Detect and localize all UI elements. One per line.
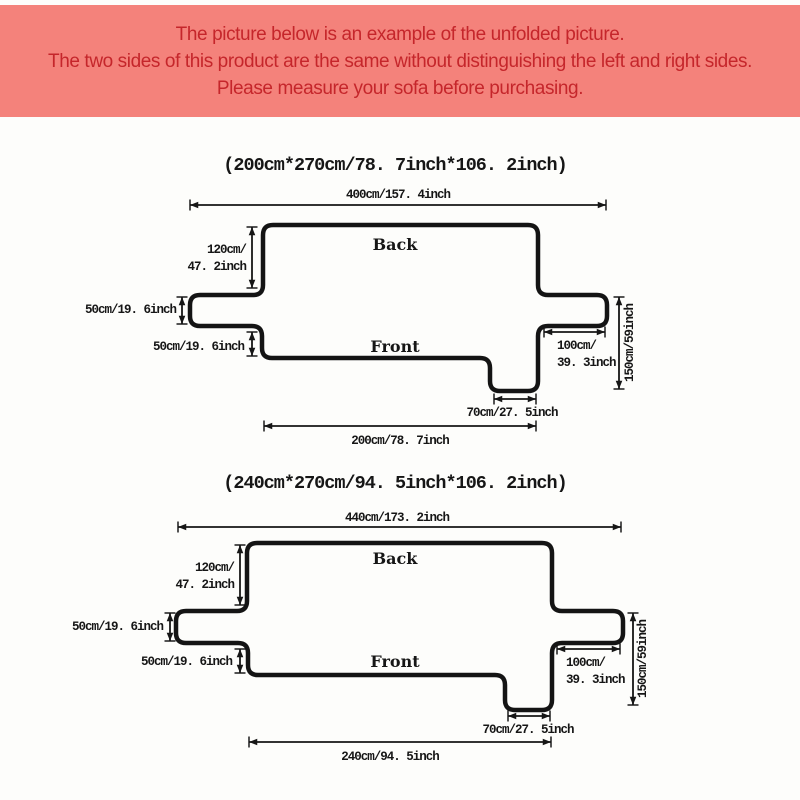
- diagram1-right-arm-label-2: 39. 3inch: [557, 356, 616, 370]
- diagram-200cm: [85, 155, 637, 448]
- diagram1-bottom-width-label: 200cm/78. 7inch: [351, 434, 449, 448]
- notice-line-1: The picture below is an example of the unfolded picture.: [175, 23, 625, 45]
- notice-line-2: The two sides of this product are the same without distinguishing the left and right sides.: [48, 50, 752, 72]
- diagram-240cm: [72, 473, 650, 764]
- diagram2-back-label: Back: [372, 549, 418, 568]
- diagram1-total-width-label: 400cm/157. 4inch: [345, 188, 451, 202]
- diagram1-back-height-label-2: 47. 2inch: [187, 260, 246, 274]
- diagram2-right-arm-label-2: 39. 3inch: [566, 673, 625, 687]
- diagram2-front-label: Front: [370, 652, 420, 671]
- diagram1-front-depth-label: 50cm/19. 6inch: [152, 340, 244, 354]
- diagram2-title: (240cm*270cm/94. 5inch*106. 2inch): [223, 473, 567, 494]
- notice-line-3: Please measure your sofa before purchasing.: [216, 77, 584, 99]
- diagram2-cover-outline: [176, 543, 623, 710]
- diagram1-right-arm-label-1: 100cm/: [557, 339, 597, 353]
- diagram2-back-height-label-2: 47. 2inch: [175, 578, 234, 592]
- diagram2-back-height-label-1: 120cm/: [194, 561, 234, 575]
- diagram1-back-height-label-1: 120cm/: [206, 243, 246, 257]
- diagram1-back-label: Back: [372, 235, 418, 254]
- diagram1-title: (200cm*270cm/78. 7inch*106. 2inch): [223, 155, 567, 176]
- diagram1-left-arm-label: 50cm/19. 6inch: [84, 303, 176, 317]
- diagram1-side-height-label: 150cm/59inch: [623, 303, 637, 383]
- diagram2-front-depth-label: 50cm/19. 6inch: [140, 655, 232, 669]
- diagram2-right-arm-label-1: 100cm/: [566, 656, 606, 670]
- diagram2-side-height-label: 150cm/59inch: [636, 619, 650, 699]
- diagram2-bottom-width-label: 240cm/94. 5inch: [341, 750, 439, 764]
- diagram2-left-arm-label: 50cm/19. 6inch: [71, 620, 163, 634]
- diagram2-total-width-label: 440cm/173. 2inch: [344, 511, 450, 525]
- diagram2-tab-width-label: 70cm/27. 5inch: [482, 723, 574, 737]
- diagram1-front-label: Front: [370, 337, 420, 356]
- diagram1-tab-width-label: 70cm/27. 5inch: [466, 406, 558, 420]
